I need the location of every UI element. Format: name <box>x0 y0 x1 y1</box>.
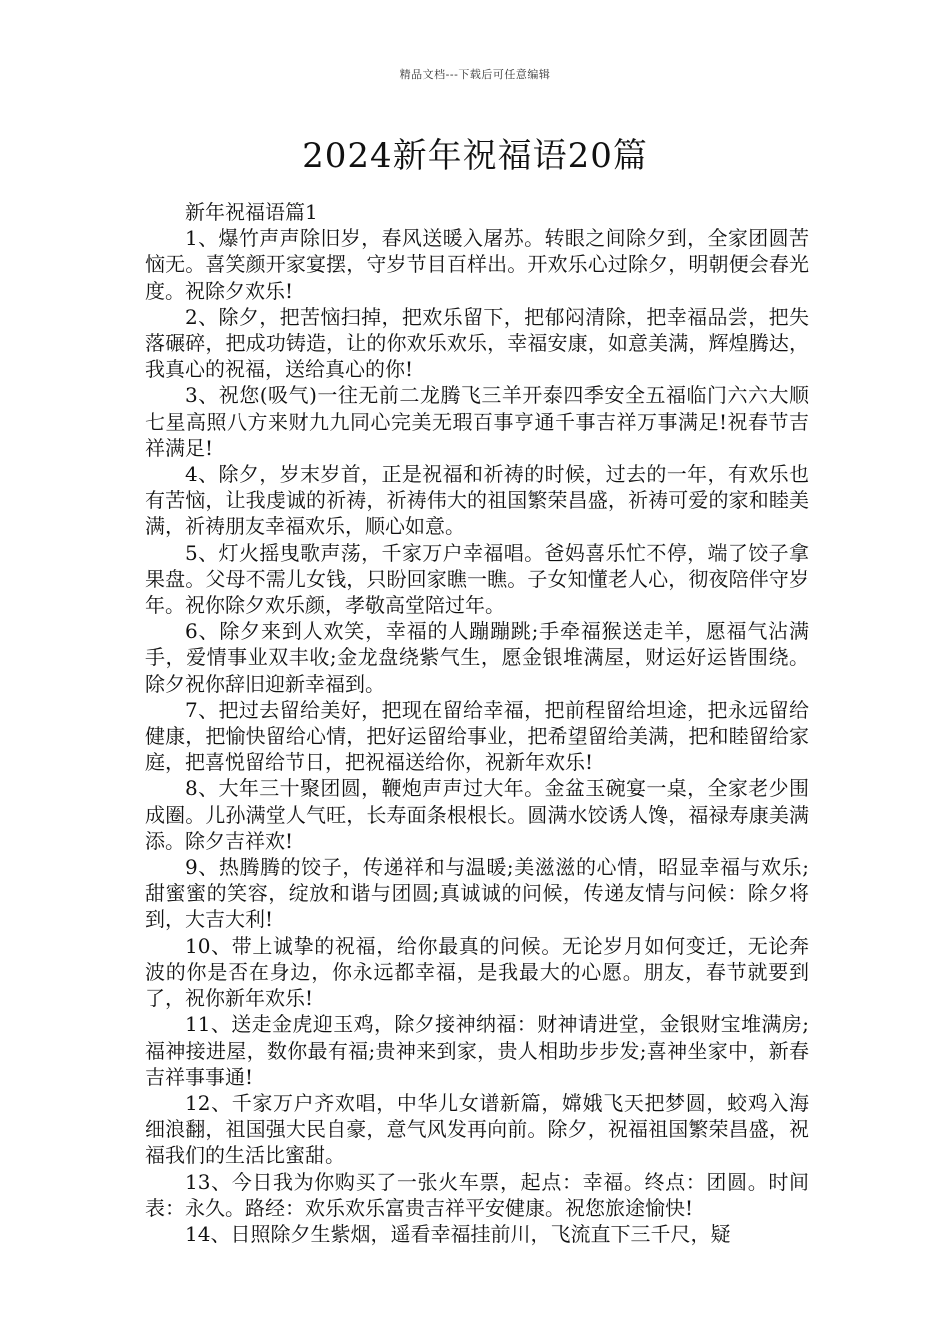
document-body <box>145 199 809 1247</box>
paragraph-1: 1、爆竹声声除旧岁，春风送暖入屠苏。转眼之间除夕到，全家团圆苦恼无。喜笑颜开家宴摆，守岁节目百样出。开欢乐心过除夕，明朝便会春光度。祝除夕欢乐! <box>145 226 809 303</box>
paragraph-11: 11、送走金虎迎玉鸡，除夕接神纳福：财神请进堂，金银财宝堆满房;福神接进屋，数你最有福;贵神来到家，贵人相助步步发;喜神坐家中，新春吉祥事事通! <box>145 1012 809 1089</box>
paragraph-13: 13、今日我为你购买了一张火车票，起点：幸福。终点：团圆。时间表：永久。路经：欢乐欢乐富贵吉祥平安健康。祝您旅途愉快! <box>145 1169 809 1220</box>
paragraph-12: 12、千家万户齐欢唱，中华儿女谱新篇，嫦娥飞天把梦圆，蛟鸡入海细浪翻，祖国强大民自豪，意气风发再向前。除夕，祝福祖国繁荣昌盛，祝福我们的生活比蜜甜。 <box>145 1090 809 1168</box>
paragraph-6: 6、除夕来到人欢笑，幸福的人蹦蹦跳;手牵福猴送走羊，愿福气沾满手，爱情事业双丰收;金龙盘绕紫气生，愿金银堆满屋，财运好运皆围绕。除夕祝你辞旧迎新幸福到。 <box>145 619 809 696</box>
paragraph-5: 5、灯火摇曳歌声荡，千家万户幸福唱。爸妈喜乐忙不停，端了饺子拿果盘。父母不需儿女钱，只盼回家瞧一瞧。子女知懂老人心，彻夜陪伴守岁年。祝你除夕欢乐颜，孝敬高堂陪过年。 <box>145 540 809 618</box>
paragraph-8: 8、大年三十聚团圆，鞭炮声声过大年。金盆玉碗宴一桌，全家老少围成圈。儿孙满堂人气旺，长寿面条根根长。圆满水饺诱人馋，福禄寿康美满添。除夕吉祥欢! <box>145 776 809 853</box>
paragraph-4: 4、除夕，岁末岁首，正是祝福和祈祷的时候，过去的一年，有欢乐也有苦恼，让我虔诚的祈祷，祈祷伟大的祖国繁荣昌盛，祈祷可爱的家和睦美满，祈祷朋友幸福欢乐，顺心如意。 <box>145 462 809 539</box>
section-heading: 新年祝福语篇1 <box>185 200 318 224</box>
paragraph-7: 7、把过去留给美好，把现在留给幸福，把前程留给坦途，把永远留给健康，把愉快留给心情，把好运留给事业，把希望留给美满，把和睦留给家庭，把喜悦留给节日，把祝福送给你，祝新年欢乐! <box>145 697 809 775</box>
header-note: 精品文档---下载后可任意编辑 <box>399 68 551 81</box>
paragraph-14: 14、日照除夕生紫烟，遥看幸福挂前川，飞流直下三千尺，疑 <box>185 1221 731 1246</box>
paragraph-3: 3、祝您(吸气)一往无前二龙腾飞三羊开泰四季安全五福临门六六大顺七星高照八方来财九九同心完美无瑕百事亨通千事吉祥万事满足!祝春节吉祥满足! <box>145 383 809 460</box>
page-title: 2024新年祝福语20篇 <box>302 136 648 176</box>
paragraph-10: 10、带上诚挚的祝福，给你最真的问候。无论岁月如何变迁，无论奔波的你是否在身边，你永远都幸福，是我最大的心愿。朋友，春节就要到了，祝你新年欢乐! <box>145 933 809 1011</box>
paragraph-2: 2、除夕，把苦恼扫掉，把欢乐留下，把郁闷清除，把幸福品尝，把失落碾碎，把成功铸造，让的你欢乐欢乐，幸福安康，如意美满，辉煌腾达，我真心的祝福，送给真心的你! <box>145 304 809 382</box>
paragraph-9: 9、热腾腾的饺子，传递祥和与温暖;美滋滋的心情，昭显幸福与欢乐;甜蜜蜜的笑容，绽放和谐与团圆;真诚诚的问候，传递友情与问候：除夕将到，大吉大利! <box>145 855 809 932</box>
